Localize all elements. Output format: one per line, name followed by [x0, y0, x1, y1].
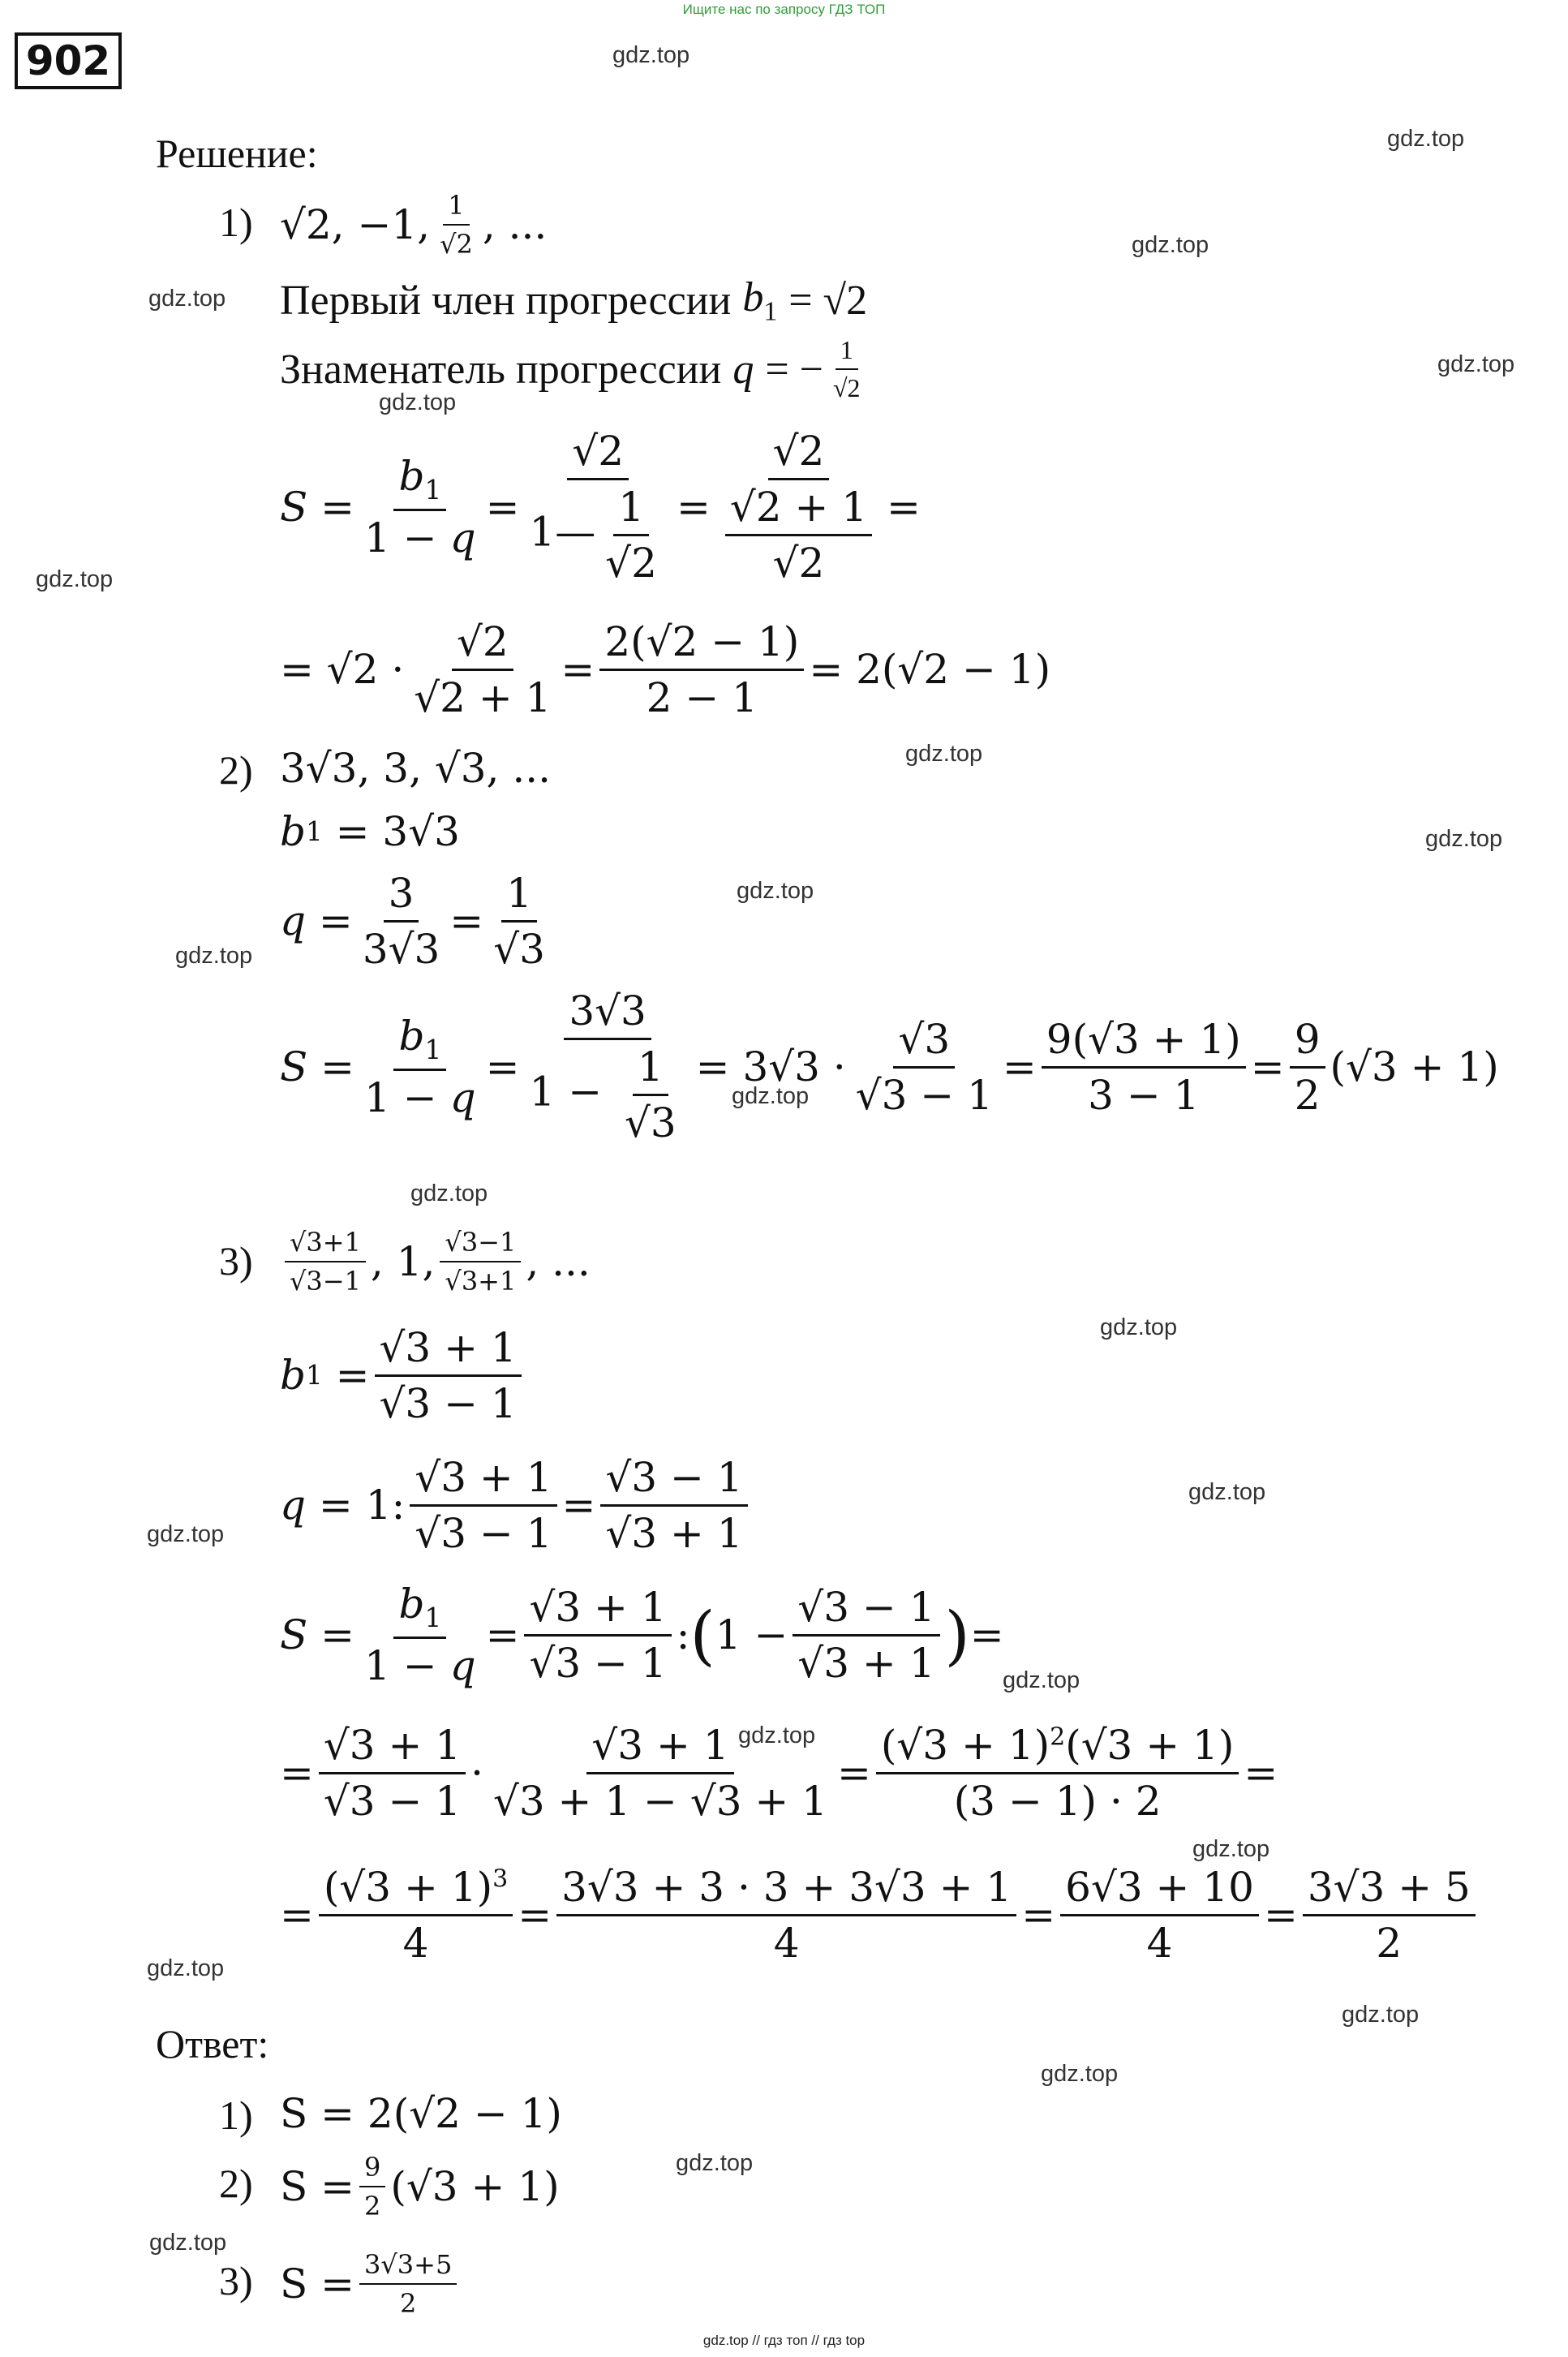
watermark: gdz.top — [1342, 2002, 1420, 2028]
part-2-marker: 2) — [219, 747, 253, 793]
watermark: gdz.top — [737, 878, 814, 904]
part-3-sequence: $\frac{√3+1}{√3-1}$ , 1, $\frac{√3-1}{√3+1}$ , ... — [280, 1217, 591, 1306]
watermark: gdz.top — [732, 1083, 810, 1109]
answer-3-marker: 3) — [219, 2258, 253, 2303]
answer-3-left: S = — [280, 2260, 355, 2308]
watermark: gdz.top — [1437, 351, 1515, 377]
watermark: gdz.top — [905, 741, 983, 767]
watermark: gdz.top — [379, 389, 457, 415]
ratio-text: Знаменатель прогрессии — [280, 346, 722, 393]
answer-2: S = $\frac{9}{2}$ (√3 + 1) — [280, 2152, 560, 2222]
answer-heading: Ответ: — [156, 2021, 269, 2067]
watermark: gdz.top — [410, 1181, 488, 1206]
watermark: gdz.top — [676, 2150, 754, 2176]
answer-3: S = $\frac{3√3+5}{2}$ — [280, 2239, 462, 2329]
watermark: gdz.top — [148, 286, 226, 312]
sum-result-1: = √2 · $\frac{√2}{√2 + 1}$ = $\frac{2(√2 - 1)}{2 - 1}$ = 2(√2 − 1) — [280, 617, 1051, 721]
answer-1-marker: 1) — [219, 2092, 253, 2138]
watermark: gdz.top — [1132, 232, 1209, 258]
answer-1 — [280, 2085, 562, 2142]
fraction-1-over-sqrt2: $\frac{1}{√2}$ — [440, 190, 473, 260]
part-1-sequence — [280, 188, 547, 261]
first-term-line: Первый член прогрессии $b_1$ = √2 — [280, 273, 868, 327]
footer-note: gdz.top // гдз топ // гдз top — [702, 2333, 866, 2348]
watermark: gdz.top — [1192, 1836, 1270, 1862]
answer-2-marker: 2) — [219, 2161, 253, 2206]
part-3-ratio: q = 1: $\frac{√3 + 1}{√3 - 1}$ = $\frac{√3 - 1}{√3 + 1}$ — [280, 1444, 753, 1566]
watermark: gdz.top — [612, 42, 690, 68]
part-3-sum: S = $\frac{b_1}{1 - q}$ = $\frac{√3 + 1}{√3 - 1}$ : ( 1 − $\frac{√3 - 1}{√3 + 1}$ ) = — [280, 1581, 1004, 1689]
sequence-start: √2, −1, — [280, 201, 431, 248]
sequence-tail: , ... — [482, 201, 548, 248]
part-1-marker: 1) — [219, 200, 253, 245]
part-2-sequence: 3√3, 3, √3, ... — [280, 745, 552, 792]
part-3-b1: b 1 = $\frac{√3 + 1}{√3 - 1}$ — [280, 1314, 526, 1436]
sum-formula-1: S = $\frac{b_1}{1 - q}$ = √2 1— $\frac{1}{√2}$ = $\frac{√2}{\frac{√2 + 1}{√2}}$ = — [280, 428, 921, 587]
part-3-result: = $\frac{(√3 + 1)^3}{4}$ = $\frac{3√3 + 3 \cdot 3 + 3√3 + 1}{4}$ = $\frac{6√3 + 10}{4}$ = $\frac{3√3 + 5}{2}$ — [280, 1850, 1480, 1980]
watermark: gdz.top — [1425, 826, 1503, 852]
answer-2-left: S = — [280, 2163, 355, 2210]
answer-2-right: (√3 + 1) — [390, 2163, 560, 2210]
first-term-expr: = √2 — [788, 277, 868, 324]
watermark: gdz.top — [1387, 126, 1465, 152]
watermark: gdz.top — [1188, 1479, 1266, 1505]
part-2-sum: S = $\frac{b_1}{1 - q}$ = 3√3 1 − $\frac{1}{√3}$ = 3√3 · $\frac{√3}{√3 - 1}$ = $\frac{9(√3 + 1)}{3 - 1}$ = $\frac{9}{2}$ (√3 + 1) — [280, 987, 1499, 1146]
fraction-1-over-sqrt2: $\frac{1}{√2}$ — [832, 335, 861, 402]
problem-number: 902 — [15, 32, 122, 89]
solution-heading: Решение: — [156, 131, 318, 176]
watermark: gdz.top — [1003, 1667, 1080, 1693]
part-2-b1: b 1 = 3√3 — [280, 808, 460, 855]
top-note: Ищите нас по запросу ГДЗ ТОП — [682, 2, 886, 17]
watermark: gdz.top — [1100, 1314, 1178, 1340]
b1-expr: = 3√3 — [335, 808, 460, 855]
watermark: gdz.top — [738, 1723, 816, 1748]
watermark: gdz.top — [149, 2230, 227, 2256]
first-term-text: Первый член прогрессии — [280, 277, 732, 324]
watermark: gdz.top — [1041, 2061, 1119, 2087]
watermark: gdz.top — [175, 943, 253, 969]
watermark: gdz.top — [36, 566, 114, 592]
ratio-expr: = − — [765, 346, 823, 393]
part-3-step-2: = $\frac{√3 + 1}{√3 - 1}$ · $\frac{√3 + 1}{√3 + 1 - √3 + 1}$ = $\frac{(√3 + 1)^2(√3 + 1)}{(3 - 1) \cdot 2}$ = — [280, 1721, 1278, 1825]
answer-1-expr: S = 2(√2 − 1) — [280, 2090, 562, 2137]
part-2-ratio: q = $\frac{3}{3√3}$ = $\frac{1}{√3}$ — [280, 869, 545, 973]
watermark: gdz.top — [147, 1955, 225, 1981]
part-3-marker: 3) — [219, 1238, 253, 1284]
ratio-line: Знаменатель прогрессии q = − $\frac{1}{√2}$ — [280, 333, 870, 406]
watermark: gdz.top — [147, 1521, 225, 1547]
